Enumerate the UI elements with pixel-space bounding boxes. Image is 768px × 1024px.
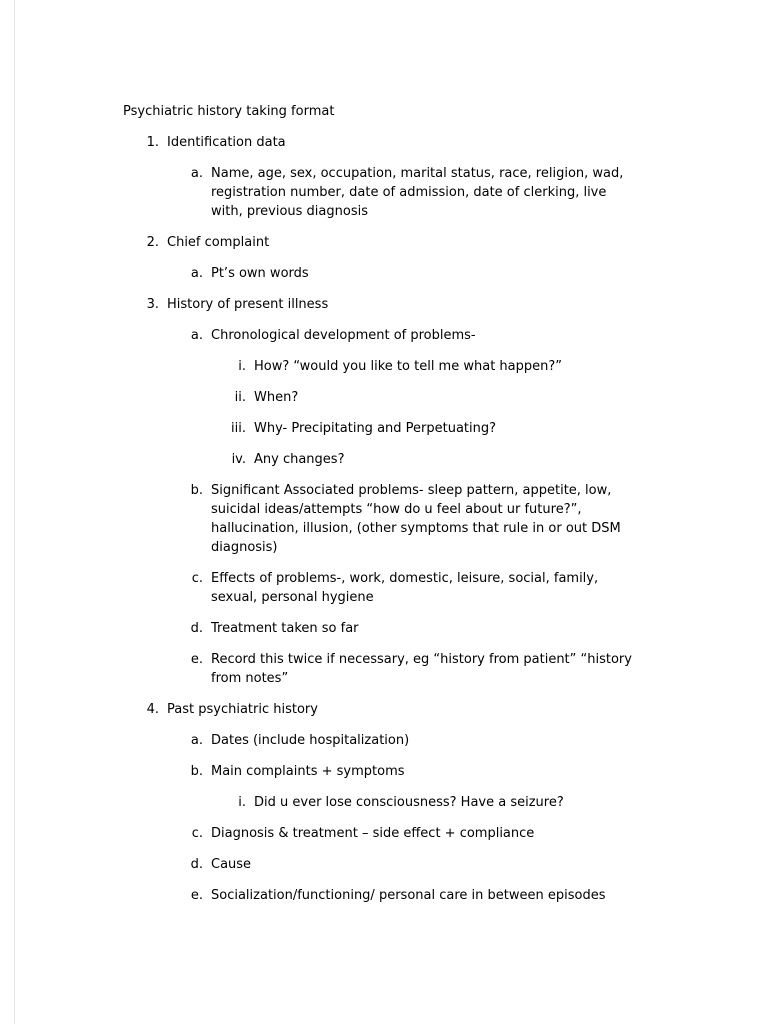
list-item-marker: d. [190, 621, 203, 636]
list-item-text: sexual, personal hygiene [211, 590, 374, 605]
list-item-marker: a. [190, 166, 203, 181]
sub-list-item-text: Any changes? [254, 452, 345, 467]
list-item-text: Socialization/functioning/ personal care in between episodes [211, 888, 606, 903]
sub-list-item-text: Did u ever lose consciousness? Have a seizure? [254, 795, 564, 810]
list-item-text: suicidal ideas/attempts “how do u feel about ur future?”, [211, 502, 582, 517]
sub-list-item-marker: i. [238, 795, 246, 810]
list-item-marker: a. [190, 733, 203, 748]
list-item-marker: b. [190, 764, 203, 779]
section-heading-text: History of present illness [167, 297, 329, 312]
section-heading-marker: 1. [146, 135, 159, 150]
list-item-marker: e. [190, 888, 203, 903]
list-item-text: registration number, date of admission, date of clerking, live [211, 185, 607, 200]
list-item-marker: d. [190, 857, 203, 872]
list-item-text: Record this twice if necessary, eg “history from patient” “history [211, 652, 632, 667]
section-heading-text: Identification data [167, 135, 286, 150]
list-item-marker: a. [190, 328, 203, 343]
section-heading-marker: 2. [146, 235, 159, 250]
sub-list-item-marker: iv. [231, 452, 246, 467]
list-item-text: Treatment taken so far [211, 621, 359, 636]
list-item-marker: e. [190, 652, 203, 667]
list-item-marker: c. [191, 571, 203, 586]
list-item-text: diagnosis) [211, 540, 278, 555]
list-item-text: Significant Associated problems- sleep pattern, appetite, low, [211, 483, 612, 498]
sub-list-item-marker: ii. [234, 390, 246, 405]
sub-list-item-marker: i. [238, 359, 246, 374]
sub-list-item-text: How? “would you like to tell me what happen?” [254, 359, 563, 374]
list-item-text: Pt’s own words [211, 266, 309, 281]
sub-list-item-marker: iii. [231, 421, 246, 436]
section-heading-marker: 4. [146, 702, 159, 717]
section-heading-marker: 3. [146, 297, 159, 312]
list-item-marker: b. [190, 483, 203, 498]
list-item-text: Diagnosis & treatment – side effect + compliance [211, 826, 535, 841]
document-title: Psychiatric history taking format [123, 104, 335, 119]
sub-list-item-text: Why- Precipitating and Perpetuating? [254, 421, 497, 436]
list-item-text: Name, age, sex, occupation, marital status, race, religion, wad, [211, 166, 624, 181]
list-item-text: from notes” [211, 671, 289, 686]
list-item-marker: a. [190, 266, 203, 281]
sub-list-item-text: When? [254, 390, 299, 405]
list-item-text: Cause [211, 857, 252, 872]
list-item-text: with, previous diagnosis [211, 204, 368, 219]
section-heading-text: Past psychiatric history [167, 702, 318, 717]
list-item-marker: c. [191, 826, 203, 841]
list-item-text: Dates (include hospitalization) [211, 733, 410, 748]
section-heading-text: Chief complaint [167, 235, 270, 250]
list-item-text: Effects of problems-, work, domestic, leisure, social, family, [211, 571, 599, 586]
list-item-text: Main complaints + symptoms [211, 764, 405, 779]
list-item-text: Chronological development of problems- [211, 328, 476, 343]
list-item-text: hallucination, illusion, (other symptoms that rule in or out DSM [211, 521, 621, 536]
